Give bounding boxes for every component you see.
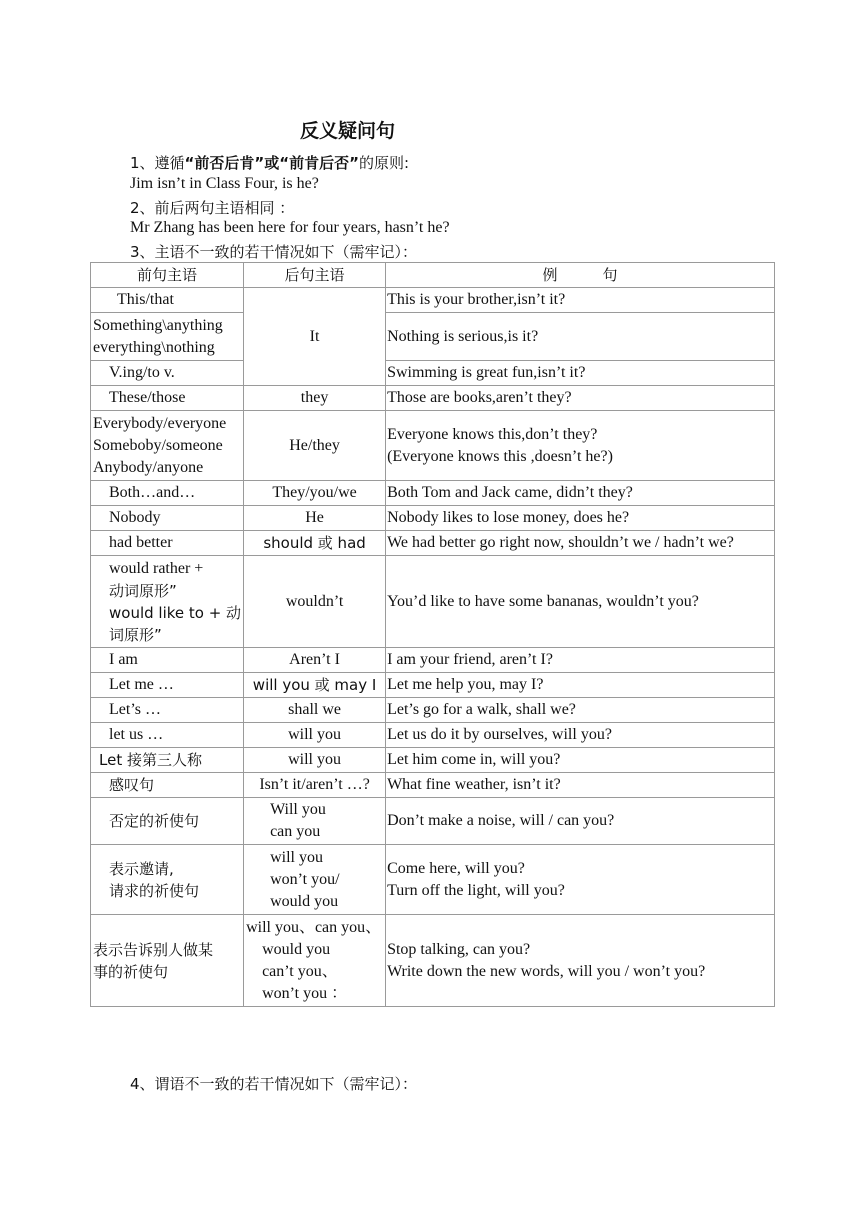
rule-2: 2、前后两句主语相同 ： [130,199,295,217]
cell-text: will you [270,848,323,866]
table-row [91,506,775,531]
table-row [91,361,775,386]
cell-text: everything\nothing [93,338,215,356]
cell-text: Let 接第三人称 [99,751,202,769]
cell-text: Nothing is serious,is it? [387,327,539,345]
cell-text: 否定的祈使句 [109,812,200,830]
tag-cell [244,698,386,723]
tag-cell [244,648,386,673]
cell-text: It [309,327,320,345]
cell-text: V.ing/to v. [109,364,175,381]
example-cell [386,411,775,481]
tag-cell [244,673,386,698]
example-cell [386,798,775,845]
subject-cell [91,361,244,386]
cell-text: 表示邀请, [109,859,174,878]
cell-text: will you [288,751,341,768]
cell-text: 请求的祈使句 [109,881,200,900]
table-header-cell: 后句主语 [244,263,386,288]
subject-cell [91,915,244,1007]
example-cell [386,773,775,798]
cell-text: Both…and… [109,484,196,501]
cell-text: would rather + [109,559,204,577]
subject-cell [91,773,244,798]
cell-text: Both Tom and Jack came, didn’t they? [387,484,633,501]
cell-text: We had better go right now, shouldn’t we / hadn’t we? [387,534,734,551]
example-cell [386,288,775,313]
cell-text: can’t you、 [262,962,338,980]
subject-cell [91,845,244,915]
tag-cell [244,723,386,748]
table-row [91,556,775,648]
cell-text: 动词原形” [109,581,177,600]
table-header-row [91,263,775,288]
example-cell [386,723,775,748]
cell-text: should 或 had [263,534,366,552]
subject-cell [91,531,244,556]
cell-text: Turn off the light, will you? [387,881,565,899]
subject-cell [91,411,244,481]
cell-text: Someboby/someone [93,436,223,454]
rule-4: 4、谓语不一致的若干情况如下（需牢记）： [130,1075,418,1093]
cell-text: Something\anything [93,316,223,334]
subject-cell [91,748,244,773]
tag-cell [244,915,386,1007]
subject-cell [91,648,244,673]
subject-cell [91,556,244,648]
table-row [91,798,775,845]
tag-cell [244,798,386,845]
table-row [91,648,775,673]
example-cell [386,313,775,361]
cell-text: 事的祈使句 [93,962,169,981]
example-cell [386,648,775,673]
example-cell [386,698,775,723]
cell-text: would you [270,892,339,910]
example-cell [386,531,775,556]
cell-text: Come here, will you? [387,859,525,877]
tag-cell [244,386,386,411]
rule-1-bold: “前否后肯”或“前肯后否” [184,154,359,172]
tag-cell [244,531,386,556]
subject-cell [91,313,244,361]
page-title: 反义疑问句 [300,120,396,142]
subject-cell [91,723,244,748]
table-row [91,288,775,313]
rule-1-prefix: 1、遵循 [130,154,185,172]
tag-cell [244,748,386,773]
cell-text: would you [262,940,331,958]
table-row [91,845,775,915]
cell-text: Nobody likes to lose money, does he? [387,509,630,526]
cell-text: Write down the new words, will you / won’t you? [387,962,706,980]
tag-cell [244,556,386,648]
example-cell [386,673,775,698]
cell-text: He [305,509,324,526]
subject-cell [91,481,244,506]
cell-text: will you、can you、 [246,918,382,936]
table-row [91,531,775,556]
cell-text: 感叹句 [109,776,155,794]
cell-text: will you [288,726,341,743]
cell-text: I am your friend, aren’t I? [387,651,553,668]
example-cell [386,481,775,506]
subject-cell [91,698,244,723]
subject-cell [91,386,244,411]
cell-text: You’d like to have some bananas, wouldn’t you? [387,592,699,610]
cell-text: Let’s go for a walk, shall we? [387,701,576,718]
example-1: Jim isn’t in Class Four, is he? [130,175,319,192]
cell-text: Isn’t it/aren’t …? [259,776,370,793]
example-cell [386,386,775,411]
cell-text: shall we [288,701,341,718]
cell-text: These/those [109,389,186,406]
cell-text: won’t you ： [262,984,348,1002]
cell-text: This is your brother,isn’t it? [387,291,566,308]
cell-text: wouldn’t [285,592,344,610]
subject-tag-table [90,262,775,1007]
subject-cell [91,673,244,698]
cell-text: would like to + 动 [109,603,242,622]
cell-text: They/you/we [272,484,357,501]
cell-text: (Everyone knows this ,doesn’t he?) [387,447,613,465]
cell-text: Swimming is great fun,isn’t it? [387,364,586,381]
table-row [91,698,775,723]
cell-text: Anybody/anyone [93,458,204,476]
example-cell [386,915,775,1007]
cell-text: can you [270,823,321,840]
cell-text: Those are books,aren’t they? [387,389,572,406]
rule-1 [130,152,409,173]
cell-text: Will you [270,801,326,818]
cell-text: Stop talking, can you? [387,940,531,958]
cell-text: Let me help you, may I? [387,676,544,693]
table-header-cell: 例 句 [386,263,775,288]
tag-cell [244,411,386,481]
cell-text: He/they [289,436,340,454]
cell-text: Nobody [109,509,161,526]
table-row [91,673,775,698]
tag-cell [244,288,386,386]
tag-cell [244,481,386,506]
cell-text: 词原形” [109,625,162,644]
cell-text: Everyone knows this,don’t they? [387,425,598,443]
table-row [91,411,775,481]
cell-text: Let me … [109,676,174,693]
cell-text: had better [109,534,173,551]
example-cell [386,556,775,648]
table-row [91,481,775,506]
example-cell [386,845,775,915]
table-header-cell: 前句主语 [91,263,244,288]
subject-cell [91,288,244,313]
table-row [91,313,775,361]
table-row [91,773,775,798]
cell-text: Let’s … [109,701,161,718]
subject-cell [91,506,244,531]
cell-text: What fine weather, isn’t it? [387,776,561,793]
cell-text: Aren’t I [289,651,340,668]
cell-text: Don’t make a noise, will / can you? [387,812,615,829]
tag-cell [244,845,386,915]
tag-cell [244,773,386,798]
cell-text: let us … [109,726,164,743]
rule-3: 3、主语不一致的若干情况如下（需牢记）： [130,243,418,261]
example-cell [386,748,775,773]
tag-cell [244,506,386,531]
table-row [91,915,775,1007]
cell-text: Let him come in, will you? [387,751,561,768]
table-row [91,748,775,773]
example-cell [386,506,775,531]
cell-text: they [300,389,329,406]
cell-text: Everybody/everyone [93,414,227,432]
example-cell [386,361,775,386]
cell-text: I am [109,651,138,668]
subject-cell [91,798,244,845]
rule-1-suffix: 的原则: [358,154,410,172]
cell-text: won’t you/ [270,870,340,888]
cell-text: Let us do it by ourselves, will you? [387,726,612,743]
table-row [91,386,775,411]
cell-text: This/that [117,291,174,308]
table-row [91,723,775,748]
example-2: Mr Zhang has been here for four years, hasn’t he? [130,219,450,236]
cell-text: will you 或 may I [252,676,377,694]
cell-text: 表示告诉别人做某 [93,940,214,959]
